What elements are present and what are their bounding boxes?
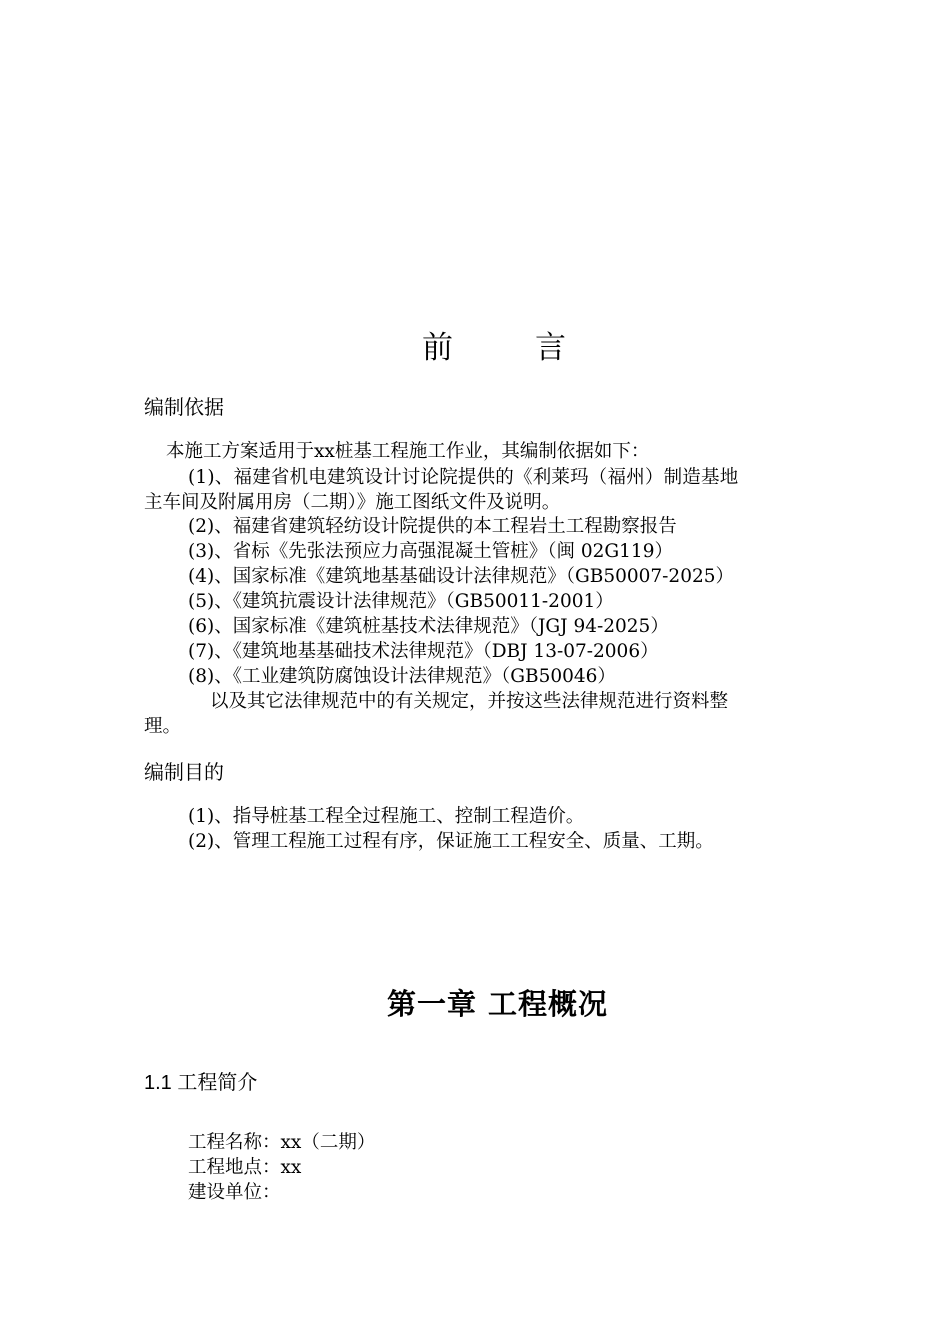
basis-item-3: (3)、省标《先张法预应力高强混凝土管桩》（闽 02G119）	[188, 541, 673, 562]
purpose-heading: 编制目的	[144, 762, 224, 784]
project-location-field: 工程地点：xx	[188, 1157, 302, 1178]
basis-item-8: (8)、《工业建筑防腐蚀设计法律规范》（GB50046）	[188, 666, 616, 687]
basis-closing: 以及其它法律规范中的有关规定，并按这些法律规范进行资料整	[210, 691, 729, 712]
basis-item-2: (2)、福建省建筑轻纺设计院提供的本工程岩土工程勘察报告	[188, 516, 677, 537]
basis-intro: 本施工方案适用于xx桩基工程施工作业，其编制依据如下：	[166, 441, 650, 462]
preface-title-left: 前	[422, 330, 455, 366]
basis-item-4: (4)、国家标准《建筑地基基础设计法律规范》（GB50007-2025）	[188, 566, 735, 587]
basis-closing-cont: 理。	[144, 716, 182, 737]
basis-item-6: (6)、国家标准《建筑桩基技术法律规范》（JGJ 94-2025）	[188, 616, 669, 637]
purpose-item-1: (1)、指导桩基工程全过程施工、控制工程造价。	[188, 806, 585, 827]
basis-heading: 编制依据	[144, 397, 224, 419]
project-name-field: 工程名称：xx（二期）	[188, 1132, 376, 1153]
basis-item-5: (5)、《建筑抗震设计法律规范》（GB50011-2001）	[188, 591, 614, 612]
basis-item-7: (7)、《建筑地基基础技术法律规范》（DBJ 13-07-2006）	[188, 641, 659, 662]
preface-title-right: 言	[535, 330, 568, 366]
chapter-title: 第一章 工程概况	[386, 987, 609, 1021]
construction-unit-field: 建设单位：	[188, 1182, 281, 1203]
basis-item-1-cont: 主车间及附属用房（二期）》施工图纸文件及说明。	[144, 492, 561, 513]
basis-item-1: (1)、福建省机电建筑设计讨论院提供的《利莱玛（福州）制造基地	[188, 467, 739, 488]
purpose-item-2: (2)、管理工程施工过程有序，保证施工工程安全、质量、工期。	[188, 831, 714, 852]
preface-title	[0, 326, 950, 370]
section-heading: 1.1 工程简介	[144, 1072, 258, 1094]
